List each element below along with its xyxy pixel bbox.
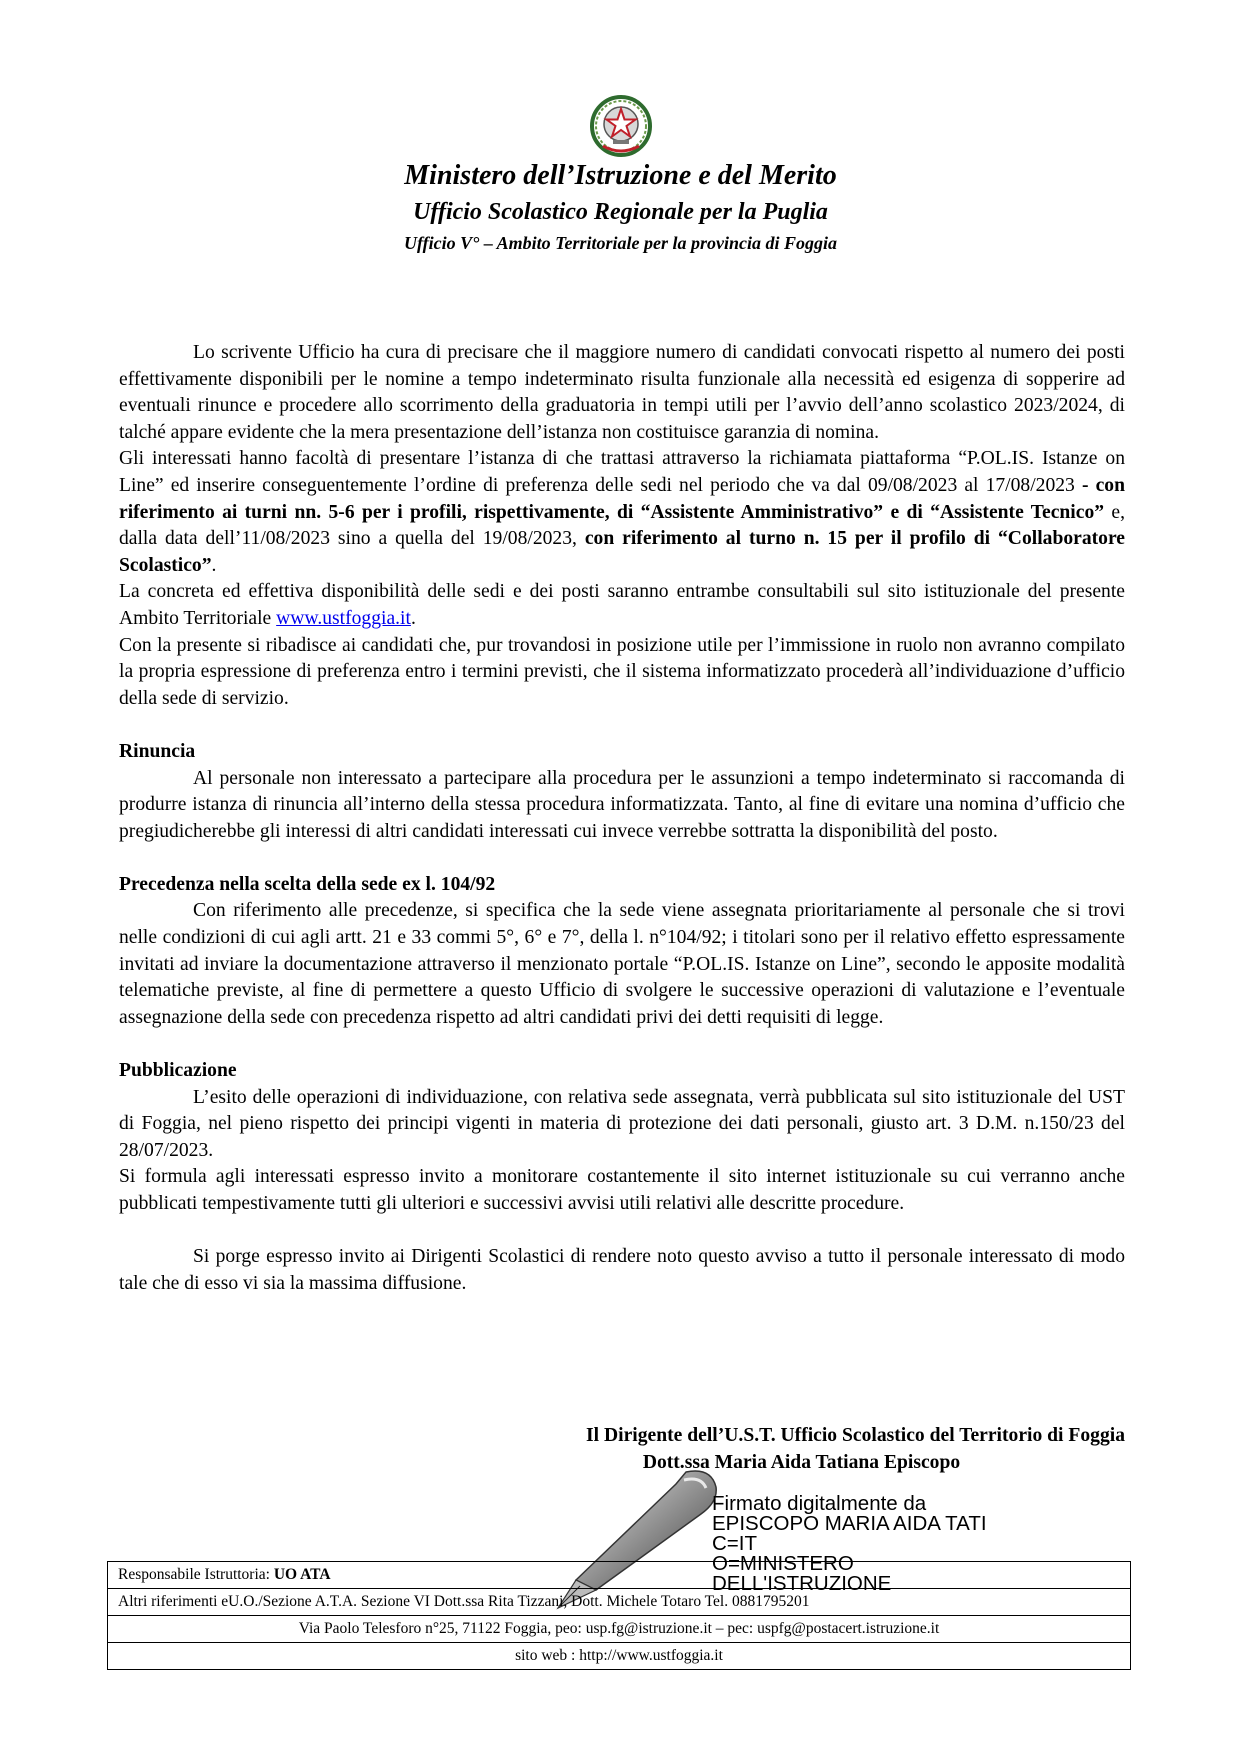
footer-row <box>108 1589 1131 1616</box>
stamp-line: Firmato digitalmente da <box>712 1492 927 1515</box>
signature-title: Il Dirigente dell’U.S.T. Ufficio Scolastico del Territorio di Foggia <box>586 1425 1125 1446</box>
heading-rinuncia: Rinuncia <box>119 740 196 762</box>
altri-riferimenti-cell: Altri riferimenti eU.O./Sezione A.T.A. Sezione VI Dott.ssa Rita Tizzani, Dott. Michele Totaro Tel. 0881795201 <box>108 1589 1131 1616</box>
signature-block <box>420 1422 1125 1476</box>
paragraph-disponibilita <box>119 579 1125 632</box>
stamp-line: EPISCOPO MARIA AIDA TATI <box>712 1512 987 1535</box>
paragraph-pubblicazione: L’esito delle operazioni di individuazione, con relativa sede assegnata, verrà pubblicata sul sito istituzionale del UST di Foggia, nel pieno rispetto dei principi vigenti in materia di protezione dei dati personali, giusto art. 3 D.M. n.150/23 del 28/07/2023. <box>119 1086 1125 1161</box>
responsabile-label: Responsabile Istruttoria: <box>118 1566 274 1583</box>
paragraph-monitorare: Si formula agli interessati espresso invito a monitorare costantemente il sito internet istituzionale su cui verranno anche pubblicati tempestivamente tutti gli ulteriori e successivi avvisi utili relativi alle descritte procedure. <box>119 1166 1125 1214</box>
stamp-line: O=MINISTERO <box>712 1552 854 1575</box>
footer-row <box>108 1616 1131 1643</box>
paragraph-intro: Lo scrivente Ufficio ha cura di precisare che il maggiore numero di candidati convocati rispetto al numero dei posti effettivamente disponibili per le nomine a tempo indeterminato risulta funzionale alla necessità ed esigenza di sopperire ad eventuali rinunce e procedere allo scorrimento della graduatoria in tempi utili per l’avvio dell’anno scolastico 2023/2024, di talché appare evidente che la mera presentazione dell’istanza non costituisce garanzia di nomina. <box>119 342 1125 443</box>
paragraph-precedenza: Con riferimento alle precedenze, si specifica che la sede viene assegnata prioritariamente al personale che si trovi nelle condizioni di cui agli artt. 21 e 33 commi 5°, 6° e 7°, della l. n°104/92; i titolari sono per il relativo effetto espressamente invitati ad inviare la documentazione attraverso il menzionato portale “P.OL.IS. Istanze on Line”, secondo le apposite modalità telematiche previste, al fine di permettere a questo Ufficio di svolgere le successive operazioni di valutazione e l’eventuale assegnazione della sede con precedenza rispetto ad altri candidati privi dei detti requisiti di legge. <box>119 900 1125 1028</box>
paragraph-istanza-end: . <box>211 554 217 576</box>
document-body <box>119 340 1125 1297</box>
paragraph-istanza-text-2: e, dalla data dell’11/08/2023 sino a quella del 19/08/2023, <box>119 501 1125 550</box>
heading-precedenza: Precedenza nella scelta della sede ex l. 104/92 <box>119 873 496 895</box>
paragraph-disponibilita-end: . <box>410 607 416 629</box>
paragraph-disponibilita-text: La concreta ed effettiva disponibilità delle sedi e dei posti saranno entrambe consultabili sul sito istituzionale del presente Ambito Territoriale <box>119 581 1125 629</box>
responsabile-value: UO ATA <box>273 1566 331 1583</box>
ministry-title: Ministero dell’Istruzione e del Merito <box>404 160 837 191</box>
italian-republic-emblem-icon <box>589 94 653 158</box>
address-cell: Via Paolo Telesforo n°25, 71122 Foggia, peo: usp.fg@istruzione.it – pec: uspfg@postacert.istruzione.it <box>108 1616 1131 1643</box>
stamp-line: C=IT <box>712 1532 757 1555</box>
paragraph-istanza-bold-1: - con riferimento ai turni nn. 5-6 per i profili, rispettivamente, di “Assistente Amministrativo” e di “Assistente Tecnico” <box>119 474 1125 523</box>
website-cell: sito web : http://www.ustfoggia.it <box>108 1643 1131 1670</box>
footer-row <box>108 1562 1131 1589</box>
paragraph-istanza-text: Gli interessati hanno facoltà di presentare l’istanza di che trattasi attraverso la richiamata piattaforma “P.OL.IS. Istanze on Line” ed inserire conseguentemente l’ordine di preferenza delle sedi nel periodo che va dal 09/08/2023 al 17/08/2023 <box>119 448 1125 496</box>
paragraph-rinuncia: Al personale non interessato a partecipare alla procedura per le assunzioni a tempo indeterminato si raccomanda di produrre istanza di rinuncia all’interno della stessa procedura informatizzata. Tanto, al fine di evitare una nomina d’ufficio che pregiudicherebbe gli interessi di altri candidati interessati cui invece verrebbe sottratta la disponibilità del posto. <box>119 767 1125 842</box>
paragraph-istanza <box>119 446 1125 579</box>
paragraph-closing: Si porge espresso invito ai Dirigenti Scolastici di rendere noto questo avviso a tutto il personale interessato di modo tale che di esso vi sia la massima diffusione. <box>119 1246 1125 1294</box>
ustfoggia-link[interactable]: www.ustfoggia.it <box>276 607 411 629</box>
regional-office-title: Ufficio Scolastico Regionale per la Puglia <box>413 199 828 225</box>
heading-pubblicazione: Pubblicazione <box>119 1060 237 1082</box>
responsabile-cell <box>108 1562 1131 1589</box>
signature-name: Dott.ssa Maria Aida Tatiana Episcopo <box>642 1452 961 1473</box>
paragraph-individuazione: Con la presente si ribadisce ai candidati che, pur trovandosi in posizione utile per l’immissione in ruolo non avranno compilato la propria espressione di preferenza entro i termini previsti, che il sistema informatizzato procederà all’individuazione d’ufficio della sede di servizio. <box>119 634 1125 709</box>
footer-table <box>107 1561 1131 1670</box>
local-office-title: Ufficio V° – Ambito Territoriale per la provincia di Foggia <box>403 233 838 253</box>
stamp-line: DELL'ISTRUZIONE <box>712 1572 892 1595</box>
paragraph-istanza-bold-2: con riferimento al turno n. 15 per il profilo di “Collaboratore Scolastico” <box>119 528 1125 576</box>
footer-row <box>108 1643 1131 1670</box>
